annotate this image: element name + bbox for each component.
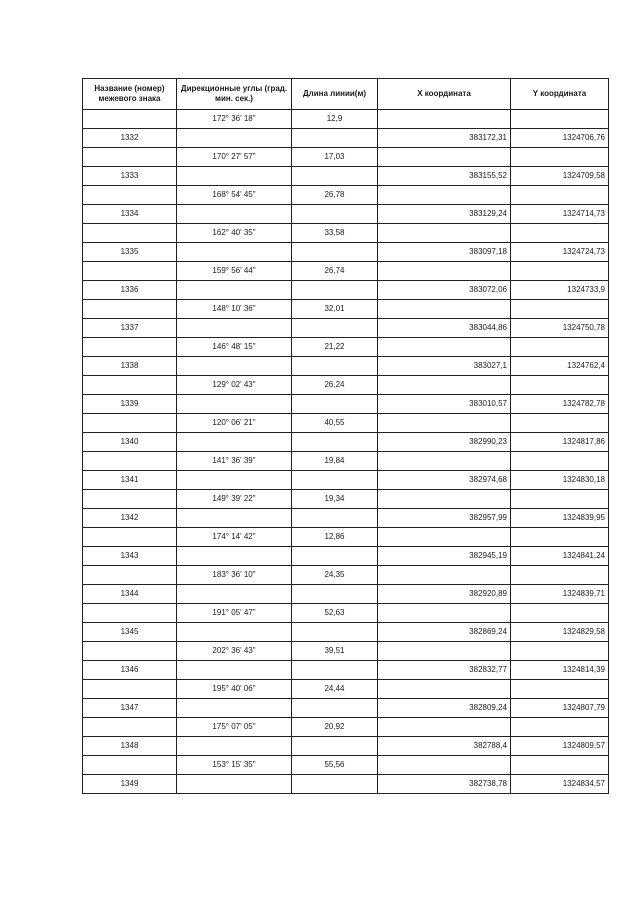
empty-cell	[177, 471, 292, 490]
mark-name-cell: 1335	[83, 243, 177, 262]
y-coordinate-cell: 1324817,86	[511, 433, 609, 452]
empty-cell	[292, 129, 378, 148]
empty-cell	[83, 452, 177, 471]
empty-cell	[292, 167, 378, 186]
empty-cell	[292, 395, 378, 414]
empty-cell	[83, 604, 177, 623]
empty-cell	[83, 490, 177, 509]
mark-row	[83, 243, 609, 262]
mark-row	[83, 319, 609, 338]
empty-cell	[511, 756, 609, 775]
empty-cell	[511, 718, 609, 737]
x-coordinate-cell: 382945,19	[378, 547, 511, 566]
empty-cell	[378, 528, 511, 547]
empty-cell	[177, 661, 292, 680]
mark-row	[83, 509, 609, 528]
segment-row	[83, 528, 609, 547]
segment-row	[83, 414, 609, 433]
line-length-cell: 24,35	[292, 566, 378, 585]
empty-cell	[83, 110, 177, 129]
empty-cell	[378, 224, 511, 243]
x-coordinate-cell: 382957,99	[378, 509, 511, 528]
empty-cell	[378, 490, 511, 509]
line-length-cell: 32,01	[292, 300, 378, 319]
direction-angle-cell: 170° 27' 57"	[177, 148, 292, 167]
line-length-cell: 20,92	[292, 718, 378, 737]
y-coordinate-cell: 1324782,78	[511, 395, 609, 414]
empty-cell	[292, 319, 378, 338]
segment-row	[83, 452, 609, 471]
empty-cell	[378, 262, 511, 281]
segment-row	[83, 300, 609, 319]
empty-cell	[511, 680, 609, 699]
mark-row	[83, 205, 609, 224]
empty-cell	[378, 452, 511, 471]
mark-row	[83, 129, 609, 148]
segment-row	[83, 110, 609, 129]
empty-cell	[83, 414, 177, 433]
direction-angle-cell: 175° 07' 05"	[177, 718, 292, 737]
segment-row	[83, 376, 609, 395]
line-length-cell: 12,86	[292, 528, 378, 547]
empty-cell	[292, 205, 378, 224]
mark-row	[83, 775, 609, 794]
empty-cell	[292, 243, 378, 262]
y-coordinate-cell: 1324724,73	[511, 243, 609, 262]
empty-cell	[83, 718, 177, 737]
segment-row	[83, 186, 609, 205]
direction-angle-cell: 162° 40' 35"	[177, 224, 292, 243]
header-direction-angle: Дирекционные углы (град. мин. сек.)	[177, 79, 292, 110]
empty-cell	[292, 623, 378, 642]
y-coordinate-cell: 1324706,76	[511, 129, 609, 148]
x-coordinate-cell: 382832,77	[378, 661, 511, 680]
direction-angle-cell: 146° 48' 15"	[177, 338, 292, 357]
empty-cell	[177, 129, 292, 148]
y-coordinate-cell: 1324709,58	[511, 167, 609, 186]
empty-cell	[511, 376, 609, 395]
x-coordinate-cell: 382738,78	[378, 775, 511, 794]
y-coordinate-cell: 1324807,79	[511, 699, 609, 718]
mark-row	[83, 167, 609, 186]
empty-cell	[511, 604, 609, 623]
boundary-marks-table	[82, 78, 609, 794]
segment-row	[83, 490, 609, 509]
empty-cell	[83, 338, 177, 357]
empty-cell	[292, 547, 378, 566]
mark-row	[83, 623, 609, 642]
segment-row	[83, 718, 609, 737]
empty-cell	[378, 376, 511, 395]
x-coordinate-cell: 383044,86	[378, 319, 511, 338]
x-coordinate-cell: 383129,24	[378, 205, 511, 224]
segment-row	[83, 604, 609, 623]
empty-cell	[378, 566, 511, 585]
empty-cell	[83, 300, 177, 319]
header-line-length: Длина линии(м)	[292, 79, 378, 110]
mark-name-cell: 1342	[83, 509, 177, 528]
direction-angle-cell: 153° 15' 35"	[177, 756, 292, 775]
mark-name-cell: 1346	[83, 661, 177, 680]
empty-cell	[378, 148, 511, 167]
empty-cell	[177, 395, 292, 414]
line-length-cell: 26,78	[292, 186, 378, 205]
header-y-coordinate: Y координата	[511, 79, 609, 110]
x-coordinate-cell: 383172,31	[378, 129, 511, 148]
mark-row	[83, 433, 609, 452]
empty-cell	[378, 414, 511, 433]
empty-cell	[511, 262, 609, 281]
y-coordinate-cell: 1324841,24	[511, 547, 609, 566]
direction-angle-cell: 149° 39' 22"	[177, 490, 292, 509]
segment-row	[83, 680, 609, 699]
empty-cell	[511, 224, 609, 243]
empty-cell	[177, 509, 292, 528]
empty-cell	[511, 642, 609, 661]
y-coordinate-cell: 1324839,95	[511, 509, 609, 528]
line-length-cell: 39,51	[292, 642, 378, 661]
header-x-coordinate: X координата	[378, 79, 511, 110]
table-header-row	[83, 79, 609, 110]
x-coordinate-cell: 383155,52	[378, 167, 511, 186]
mark-name-cell: 1341	[83, 471, 177, 490]
line-length-cell: 24,44	[292, 680, 378, 699]
empty-cell	[378, 338, 511, 357]
direction-angle-cell: 183° 36' 10"	[177, 566, 292, 585]
line-length-cell: 12,9	[292, 110, 378, 129]
empty-cell	[83, 376, 177, 395]
empty-cell	[511, 452, 609, 471]
line-length-cell: 55,56	[292, 756, 378, 775]
empty-cell	[177, 623, 292, 642]
empty-cell	[378, 718, 511, 737]
x-coordinate-cell: 382974,68	[378, 471, 511, 490]
table-body	[83, 110, 609, 794]
empty-cell	[292, 585, 378, 604]
direction-angle-cell: 159° 56' 44"	[177, 262, 292, 281]
x-coordinate-cell: 382809,24	[378, 699, 511, 718]
direction-angle-cell: 141° 36' 39"	[177, 452, 292, 471]
empty-cell	[378, 110, 511, 129]
empty-cell	[378, 300, 511, 319]
direction-angle-cell: 168° 54' 45"	[177, 186, 292, 205]
mark-name-cell: 1338	[83, 357, 177, 376]
segment-row	[83, 338, 609, 357]
empty-cell	[83, 262, 177, 281]
mark-name-cell: 1344	[83, 585, 177, 604]
x-coordinate-cell: 383027,1	[378, 357, 511, 376]
mark-name-cell: 1348	[83, 737, 177, 756]
mark-name-cell: 1334	[83, 205, 177, 224]
empty-cell	[378, 642, 511, 661]
direction-angle-cell: 172° 36' 18"	[177, 110, 292, 129]
mark-name-cell: 1337	[83, 319, 177, 338]
empty-cell	[511, 490, 609, 509]
x-coordinate-cell: 382788,4	[378, 737, 511, 756]
mark-row	[83, 281, 609, 300]
empty-cell	[378, 186, 511, 205]
empty-cell	[177, 699, 292, 718]
y-coordinate-cell: 1324829,58	[511, 623, 609, 642]
empty-cell	[292, 471, 378, 490]
direction-angle-cell: 202° 36' 43"	[177, 642, 292, 661]
line-length-cell: 19,84	[292, 452, 378, 471]
line-length-cell: 33,58	[292, 224, 378, 243]
direction-angle-cell: 129° 02' 43"	[177, 376, 292, 395]
mark-row	[83, 699, 609, 718]
direction-angle-cell: 191° 05' 47"	[177, 604, 292, 623]
y-coordinate-cell: 1324830,18	[511, 471, 609, 490]
mark-name-cell: 1339	[83, 395, 177, 414]
x-coordinate-cell: 382920,89	[378, 585, 511, 604]
y-coordinate-cell: 1324839,71	[511, 585, 609, 604]
mark-row	[83, 547, 609, 566]
mark-row	[83, 471, 609, 490]
line-length-cell: 52,63	[292, 604, 378, 623]
y-coordinate-cell: 1324834,57	[511, 775, 609, 794]
line-length-cell: 21,22	[292, 338, 378, 357]
empty-cell	[177, 737, 292, 756]
empty-cell	[378, 604, 511, 623]
empty-cell	[511, 414, 609, 433]
empty-cell	[83, 642, 177, 661]
segment-row	[83, 148, 609, 167]
mark-row	[83, 737, 609, 756]
y-coordinate-cell: 1324809,57	[511, 737, 609, 756]
y-coordinate-cell: 1324762,4	[511, 357, 609, 376]
mark-row	[83, 661, 609, 680]
empty-cell	[292, 699, 378, 718]
x-coordinate-cell: 382869,24	[378, 623, 511, 642]
segment-row	[83, 566, 609, 585]
x-coordinate-cell: 383097,18	[378, 243, 511, 262]
empty-cell	[177, 433, 292, 452]
y-coordinate-cell: 1324733,9	[511, 281, 609, 300]
segment-row	[83, 224, 609, 243]
segment-row	[83, 262, 609, 281]
mark-name-cell: 1343	[83, 547, 177, 566]
x-coordinate-cell: 383072,06	[378, 281, 511, 300]
empty-cell	[177, 243, 292, 262]
empty-cell	[83, 566, 177, 585]
empty-cell	[292, 509, 378, 528]
empty-cell	[177, 357, 292, 376]
direction-angle-cell: 195° 40' 06"	[177, 680, 292, 699]
empty-cell	[292, 357, 378, 376]
x-coordinate-cell: 382990,23	[378, 433, 511, 452]
line-length-cell: 17,03	[292, 148, 378, 167]
empty-cell	[83, 186, 177, 205]
empty-cell	[177, 167, 292, 186]
direction-angle-cell: 148° 10' 36"	[177, 300, 292, 319]
direction-angle-cell: 120° 06' 21"	[177, 414, 292, 433]
empty-cell	[292, 281, 378, 300]
empty-cell	[292, 433, 378, 452]
empty-cell	[511, 186, 609, 205]
segment-row	[83, 756, 609, 775]
empty-cell	[378, 680, 511, 699]
empty-cell	[511, 528, 609, 547]
mark-name-cell: 1333	[83, 167, 177, 186]
empty-cell	[177, 319, 292, 338]
empty-cell	[511, 300, 609, 319]
empty-cell	[83, 756, 177, 775]
y-coordinate-cell: 1324814,39	[511, 661, 609, 680]
mark-name-cell: 1340	[83, 433, 177, 452]
empty-cell	[83, 528, 177, 547]
header-mark-name: Название (номер) межевого знака	[83, 79, 177, 110]
mark-name-cell: 1336	[83, 281, 177, 300]
mark-name-cell: 1347	[83, 699, 177, 718]
empty-cell	[511, 566, 609, 585]
x-coordinate-cell: 383010,57	[378, 395, 511, 414]
y-coordinate-cell: 1324714,73	[511, 205, 609, 224]
line-length-cell: 19,34	[292, 490, 378, 509]
mark-name-cell: 1332	[83, 129, 177, 148]
mark-row	[83, 395, 609, 414]
empty-cell	[177, 775, 292, 794]
empty-cell	[83, 224, 177, 243]
empty-cell	[511, 338, 609, 357]
empty-cell	[177, 547, 292, 566]
empty-cell	[292, 661, 378, 680]
mark-name-cell: 1345	[83, 623, 177, 642]
y-coordinate-cell: 1324750,78	[511, 319, 609, 338]
empty-cell	[83, 680, 177, 699]
empty-cell	[177, 281, 292, 300]
line-length-cell: 40,55	[292, 414, 378, 433]
mark-name-cell: 1349	[83, 775, 177, 794]
empty-cell	[511, 148, 609, 167]
empty-cell	[292, 775, 378, 794]
mark-row	[83, 585, 609, 604]
mark-row	[83, 357, 609, 376]
direction-angle-cell: 174° 14' 42"	[177, 528, 292, 547]
line-length-cell: 26,74	[292, 262, 378, 281]
line-length-cell: 26,24	[292, 376, 378, 395]
empty-cell	[83, 148, 177, 167]
empty-cell	[292, 737, 378, 756]
empty-cell	[177, 205, 292, 224]
empty-cell	[511, 110, 609, 129]
empty-cell	[177, 585, 292, 604]
empty-cell	[378, 756, 511, 775]
segment-row	[83, 642, 609, 661]
